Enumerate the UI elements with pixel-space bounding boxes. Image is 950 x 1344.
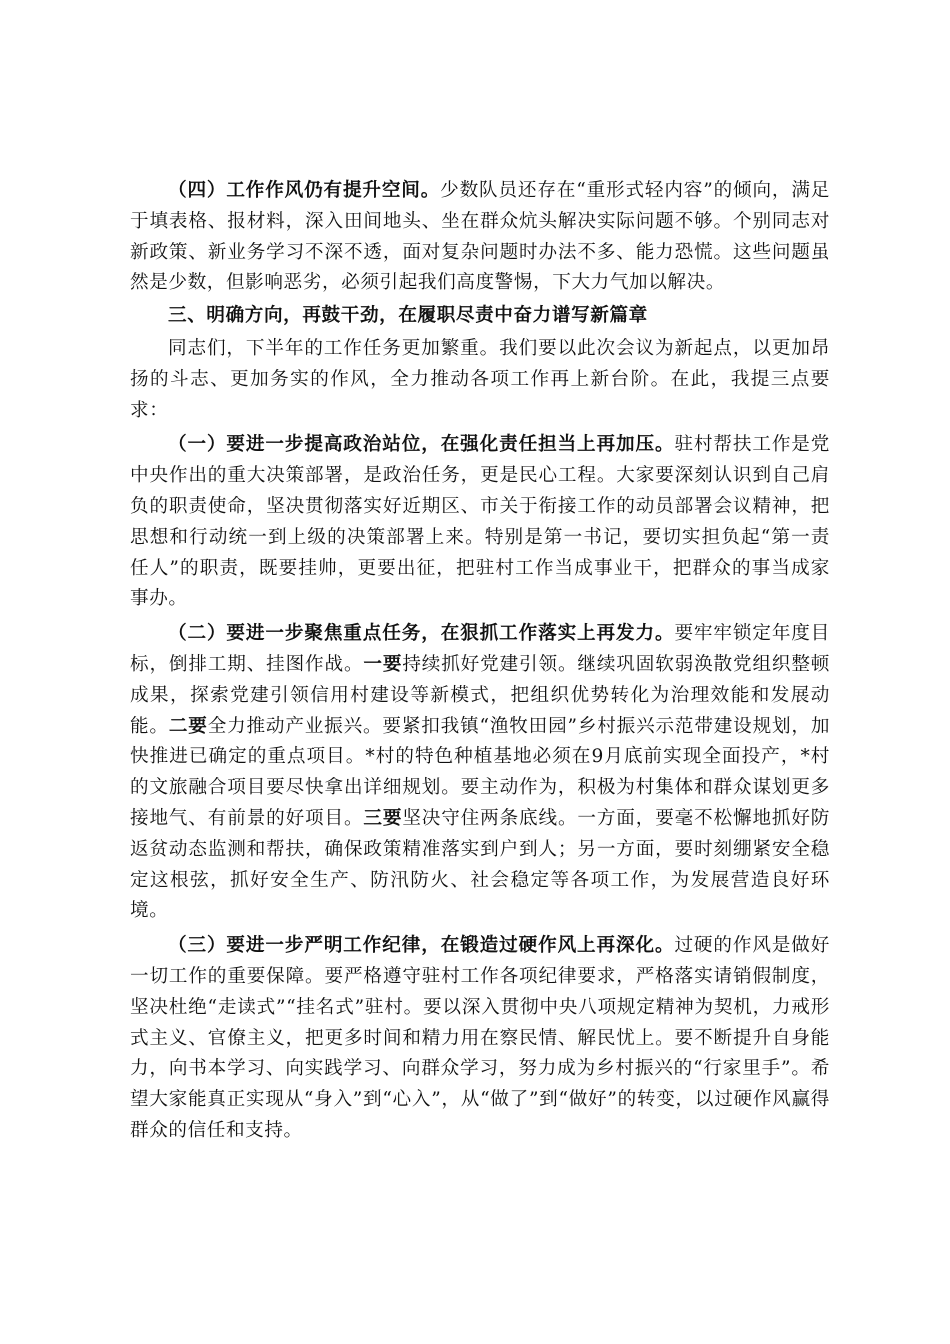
paragraph-text: 全力推动产业振兴。要紧扣我镇“渔牧田园”乡村振兴示范带建设规划，加快推进已确定的重点项目。*村的特色种植基地必须在9月底前实现全面投产，*村的文旅融合项目要尽快拿出详细规划。要主动作为，积极为村集体和群众谋划更多接地气、有前景的好项目。	[130, 715, 831, 829]
paragraph-requirement-2	[130, 619, 830, 927]
paragraph-requirement-3	[130, 931, 830, 1147]
bold-marker: 一要	[363, 653, 403, 675]
bold-marker: 二要	[168, 715, 208, 737]
paragraph-lead: （四）工作作风仍有提升空间。	[168, 180, 441, 201]
paragraph-intro: 同志们，下半年的工作任务更加繁重。我们要以此次会议为新起点，以更加昂扬的斗志、更加务实的作风，全力推动各项工作再上新台阶。在此，我提三点要求：	[130, 337, 830, 421]
paragraph-text: 坚决守住两条底线。一方面，要毫不松懈地抓好防返贫动态监测和帮扶，确保政策精准落实到户到人；另一方面，要时刻绷紧安全稳定这根弦，抓好安全生产、防汛防火、社会稳定等各项工作，为发展营造良好环境。	[130, 807, 831, 922]
paragraph-requirement-1	[130, 430, 830, 615]
section-heading: 三、明确方向，再鼓干劲，在履职尽责中奋力谱写新篇章	[168, 305, 648, 327]
paragraph-text: 过硬的作风是做好一切工作的重要保障。要严格遵守驻村工作各项纪律要求，严格落实请销假制度，坚决杜绝“走读式”“挂名式”驻村。要以深入贯彻中央八项规定精神为契机，力戒形式主义、官僚主义，把更多时间和精力用在察民情、解民忧上。要不断提升自身能力，向书本学习、向实践学习、向群众学习，努力成为乡村振兴的“行家里手”。希望大家能真正实现从“身入”到“心入”，从“做了”到“做好”的转变，以过硬作风赢得群众的信任和支持。	[130, 935, 830, 1141]
paragraph-text: 要牢牢锁定年度目标，倒排工期、挂图作战。	[130, 623, 830, 675]
document-body	[130, 176, 830, 1147]
paragraph-text: 少数队员还存在“重形式轻内容”的倾向，满足于填表格、报材料，深入田间地头、坐在群众炕头解决实际问题不够。个别同志对新政策、新业务学习不深不透，面对复杂问题时办法不多、能力恐慌。这些问题虽然是少数，但影响恶劣，必须引起我们高度警惕，下大力气加以解决。	[130, 180, 830, 294]
paragraph-lead: （三）要进一步严明工作纪律，在锻造过硬作风上再深化。	[168, 935, 675, 957]
paragraph-text: 驻村帮扶工作是党中央作出的重大决策部署，是政治任务，更是民心工程。大家要深刻认识到自己肩负的职责使命，坚决贯彻落实好近期区、市关于衔接工作的动员部署会议精神，把思想和行动统一到上级的决策部署上来。特别是第一书记，要切实担负起“第一责任人”的职责，既要挂帅，更要出征，把驻村工作当成事业干，把群众的事当成家事办。	[130, 434, 830, 610]
paragraph-work-style	[130, 176, 830, 299]
paragraph-lead: （二）要进一步聚焦重点任务，在狠抓工作落实上再发力。	[168, 623, 675, 645]
paragraph-text: 持续抓好党建引领。继续巩固软弱涣散党组织整顿成果，探索党建引领信用村建设等新模式，把组织优势转化为治理效能和发展动能。	[130, 653, 831, 737]
paragraph-lead: （一）要进一步提高政治站位，在强化责任担当上再加压。	[168, 434, 675, 456]
bold-marker: 三要	[363, 807, 403, 829]
